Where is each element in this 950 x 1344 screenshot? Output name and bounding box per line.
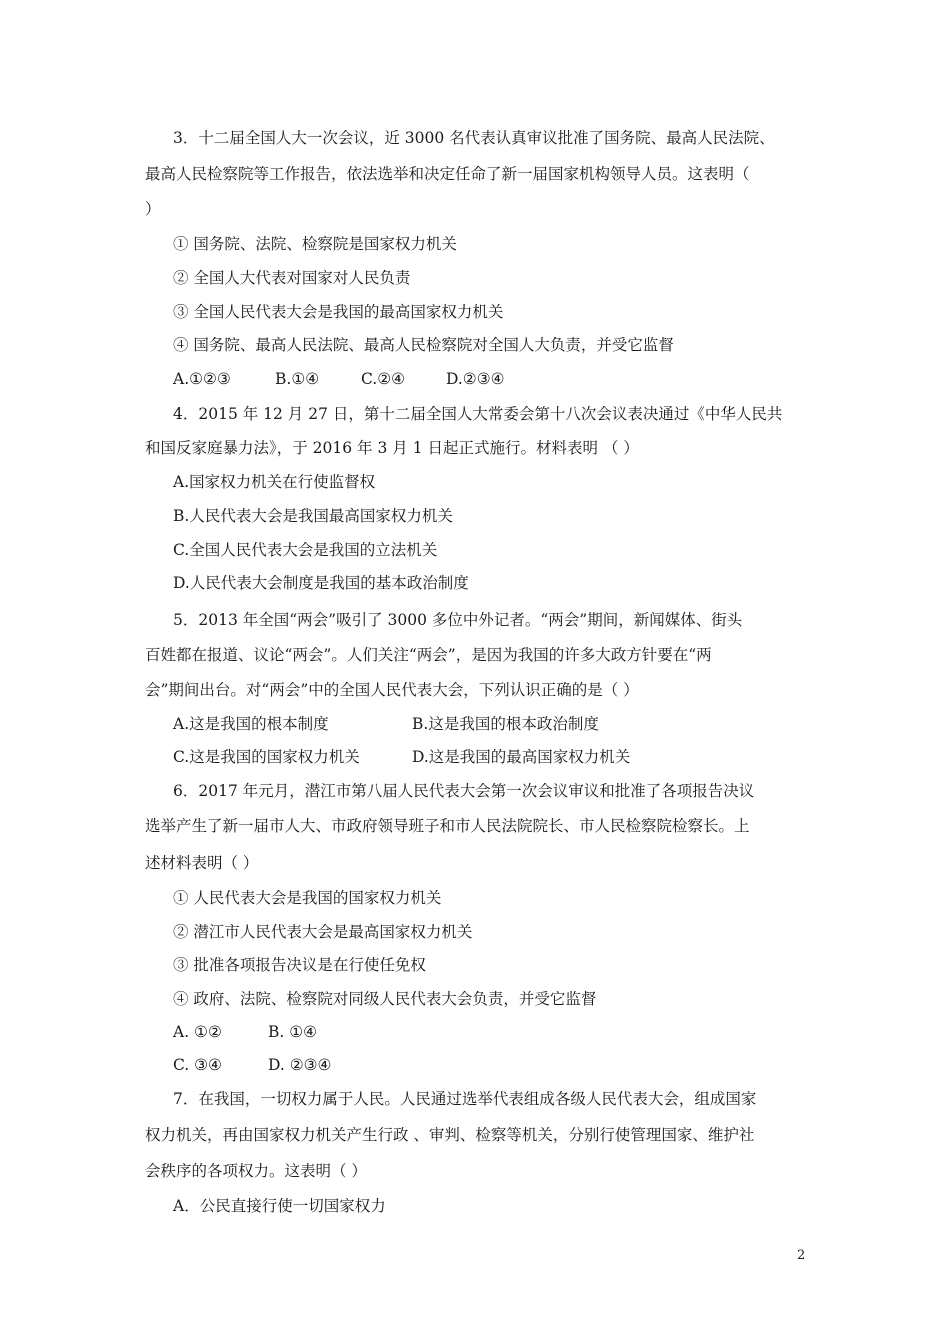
- q7-stem-line-2: 权力机关，再由国家权力机关产生行政 、审判、检察等机关，分别行使管理国家、维护社: [145, 1126, 755, 1144]
- q4-stem-line-1: 4．2015 年 12 月 27 日，第十二届全国人大常委会第十八次会议表决通过《中华人民共: [173, 405, 783, 423]
- q3-stem-line-1: 3．十二届全国人大一次会议，近 3000 名代表认真审议批准了国务院、最高人民法院、: [173, 129, 775, 147]
- page-number: 2: [797, 1248, 806, 1263]
- q6-choice-b: B. ①④: [268, 1023, 318, 1041]
- q7-choice-a: A．公民直接行使一切国家权力: [173, 1197, 386, 1215]
- q7-stem-line-3: 会秩序的各项权力。这表明（ ）: [145, 1162, 367, 1180]
- q6-choice-c: C. ③④: [173, 1056, 222, 1074]
- q6-statement-1: ① 人民代表大会是我国的国家权力机关: [173, 889, 442, 907]
- q5-choice-b: B.这是我国的根本政治制度: [412, 715, 599, 733]
- q5-choice-c: C.这是我国的国家权力机关: [173, 748, 360, 766]
- q4-choice-b: B.人民代表大会是我国最高国家权力机关: [173, 507, 453, 525]
- q3-choice-a: A.①②③: [173, 370, 231, 388]
- q4-choice-a: A.国家权力机关在行使监督权: [173, 473, 376, 491]
- q4-stem-line-2: 和国反家庭暴力法》，于 2016 年 3 月 1 日起正式施行。材料表明 （ ）: [145, 439, 639, 457]
- q5-stem-line-1: 5．2013 年全国“两会”吸引了 3000 多位中外记者。“两会”期间，新闻媒体、街头: [173, 611, 743, 629]
- q6-stem-line-1: 6．2017 年元月，潜江市第八届人民代表大会第一次会议审议和批准了各项报告决议: [173, 782, 755, 800]
- q6-choice-d: D. ②③④: [268, 1056, 332, 1074]
- q6-statement-3: ③ 批准各项报告决议是在行使任免权: [173, 956, 426, 974]
- q3-stem-line-3: ）: [145, 200, 161, 218]
- q6-stem-line-2: 选举产生了新一届市人大、市政府领导班子和市人民法院院长、市人民检察院检察长。上: [145, 817, 750, 835]
- q4-choice-d: D.人民代表大会制度是我国的基本政治制度: [173, 574, 469, 592]
- q5-stem-line-2: 百姓都在报道、议论“两会”。人们关注“两会”，是因为我国的许多大政方针要在“两: [145, 646, 712, 664]
- q3-choice-d: D.②③④: [446, 370, 505, 388]
- q5-choice-a: A.这是我国的根本制度: [173, 715, 329, 733]
- q7-stem-line-1: 7．在我国，一切权力属于人民。人民通过选举代表组成各级人民代表大会，组成国家: [173, 1090, 757, 1108]
- q3-choice-c: C.②④: [361, 370, 406, 388]
- q6-statement-4: ④ 政府、法院、检察院对同级人民代表大会负责，并受它监督: [173, 990, 597, 1008]
- q3-choice-b: B.①④: [275, 370, 320, 388]
- q5-stem-line-3: 会”期间出台。对“两会”中的全国人民代表大会，下列认识正确的是（ ）: [145, 681, 639, 699]
- q3-statement-1: ① 国务院、法院、检察院是国家权力机关: [173, 235, 457, 253]
- q6-choice-a: A. ①②: [173, 1023, 222, 1041]
- q5-choice-d: D.这是我国的最高国家权力机关: [412, 748, 631, 766]
- q3-statement-2: ② 全国人大代表对国家对人民负责: [173, 269, 411, 287]
- q6-statement-2: ② 潜江市人民代表大会是最高国家权力机关: [173, 923, 473, 941]
- q6-stem-line-3: 述材料表明（ ）: [145, 854, 259, 872]
- q3-statement-4: ④ 国务院、最高人民法院、最高人民检察院对全国人大负责，并受它监督: [173, 336, 674, 354]
- q3-stem-line-2: 最高人民检察院等工作报告，依法选举和决定任命了新一届国家机构领导人员。这表明（: [145, 165, 750, 183]
- q3-statement-3: ③ 全国人民代表大会是我国的最高国家权力机关: [173, 303, 504, 321]
- q4-choice-c: C.全国人民代表大会是我国的立法机关: [173, 541, 438, 559]
